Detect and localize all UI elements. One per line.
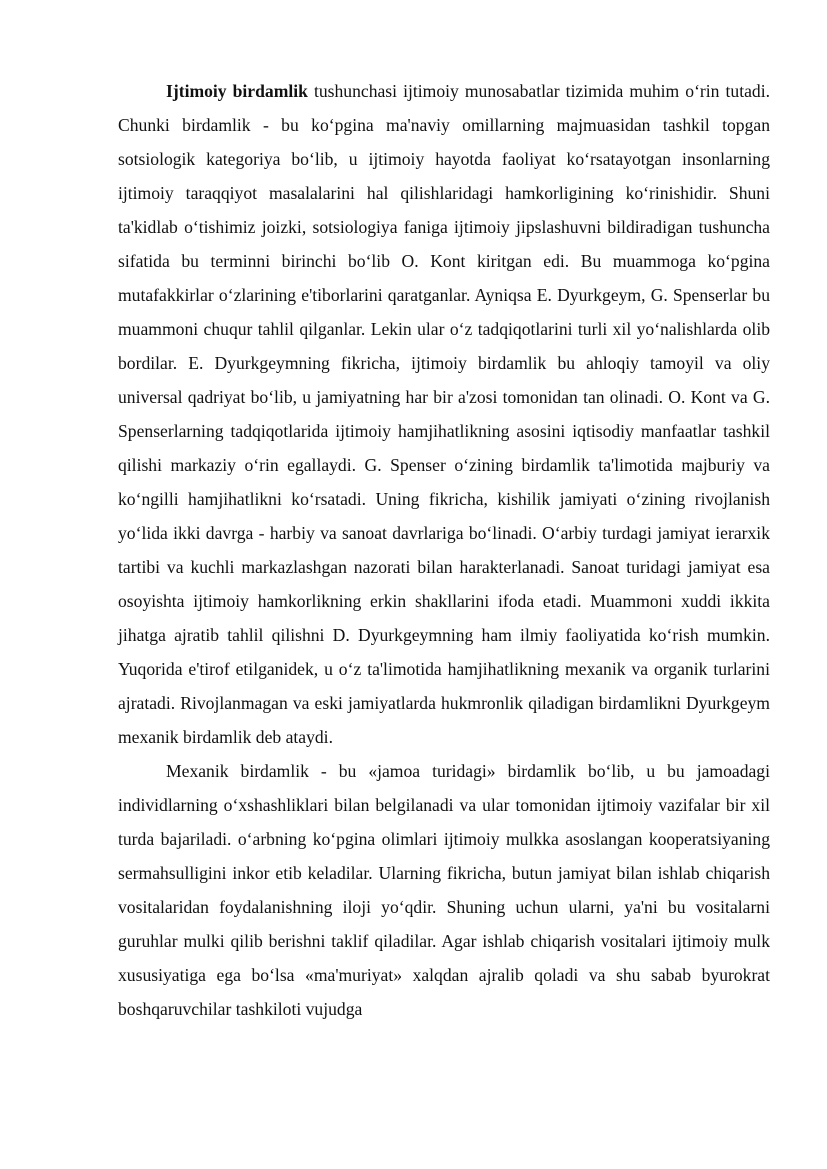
paragraph-2-text: Mexanik birdamlik - bu «jamoa turidagi» birdamlik bo‘lib, u bu jamoadagi individlarning o‘xshashliklari bilan belgilanadi va ular tomonidan ijtimoiy vazifalar bir xil turda bajariladi. o‘arbning ko‘pgina olimlari ijtimoiy mulkka asoslangan kooperatsiyaning sermahsulligini inkor etib keladilar. Ularning fikricha, butun jamiyat bilan ishlab chiqarish vositalaridan foydalanishning iloji yo‘qdir. Shuning uchun ularni, ya'ni bu vositalarni guruhlar mulki qilib berishni taklif qiladilar. Agar ishlab chiqarish vositalari ijtimoiy mulk xususiyatiga ega bo‘lsa «ma'muriyat» xalqdan ajralib qoladi va shu sabab byurokrat boshqaruvchilar tashkiloti vujudga [118,761,770,1019]
paragraph-1-text: tushunchasi ijtimoiy munosabatlar tizimida muhim o‘rin tutadi. Chunki birdamlik - bu ko‘pgina ma'naviy omillarning majmuasidan tashkil topgan sotsiologik kategoriya bo‘lib, u ijtimoiy hayotda faoliyat ko‘rsatayotgan insonlarning ijtimoiy taraqqiyot masalalarini hal qilishlaridagi hamkorligining ko‘rinishidir. Shuni ta'kidlab o‘tishimiz joizki, sotsiologiya faniga ijtimoiy jipslashuvni bildiradigan tushuncha sifatida bu terminni birinchi bo‘lib O. Kont kiritgan edi. Bu muammoga ko‘pgina mutafakkirlar o‘zlarining e'tiborlarini qaratganlar. Ayniqsa E. Dyurkgeym, G. Spenserlar bu muammoni chuqur tahlil qilganlar. Lekin ular o‘z tadqiqotlarini turli xil yo‘nalishlarda olib bordilar. E. Dyurkgeymning fikricha, ijtimoiy birdamlik bu ahloqiy tamoyil va oliy universal qadriyat bo‘lib, u jamiyatning har bir a'zosi tomonidan tan olinadi. O. Kont va G. Spenserlarning tadqiqotlarida ijtimoiy hamjihatlikning asosini iqtisodiy manfaatlar tashkil qilishi markaziy o‘rin egallaydi. G. Spenser o‘zining birdamlik ta'limotida majburiy va ko‘ngilli hamjihatlikni ko‘rsatadi. Uning fikricha, kishilik jamiyati o‘zining rivojlanish yo‘lida ikki davrga - harbiy va sanoat davrlariga bo‘linadi. O‘arbiy turdagi jamiyat ierarxik tartibi va kuchli markazlashgan nazorati bilan harakterlanadi. Sanoat turidagi jamiyat esa osoyishta ijtimoiy hamkorlikning erkin shakllarini ifoda etadi. Muammoni xuddi ikkita jihatga ajratib tahlil qilishni D. Dyurkgeymning ham ilmiy faoliyatida ko‘rish mumkin. Yuqorida e'tirof etilganidek, u o‘z ta'limotida hamjihatlikning mexanik va organik turlarini ajratadi. Rivojlanmagan va eski jamiyatlarda hukmronlik qiladigan birdamlikni Dyurkgeym mexanik birdamlik deb ataydi. [118,81,770,747]
bold-term: Ijtimoiy birdamlik [166,81,308,101]
paragraph-2 [118,754,770,1026]
body-text [118,74,770,1026]
paragraph-1 [118,74,770,754]
